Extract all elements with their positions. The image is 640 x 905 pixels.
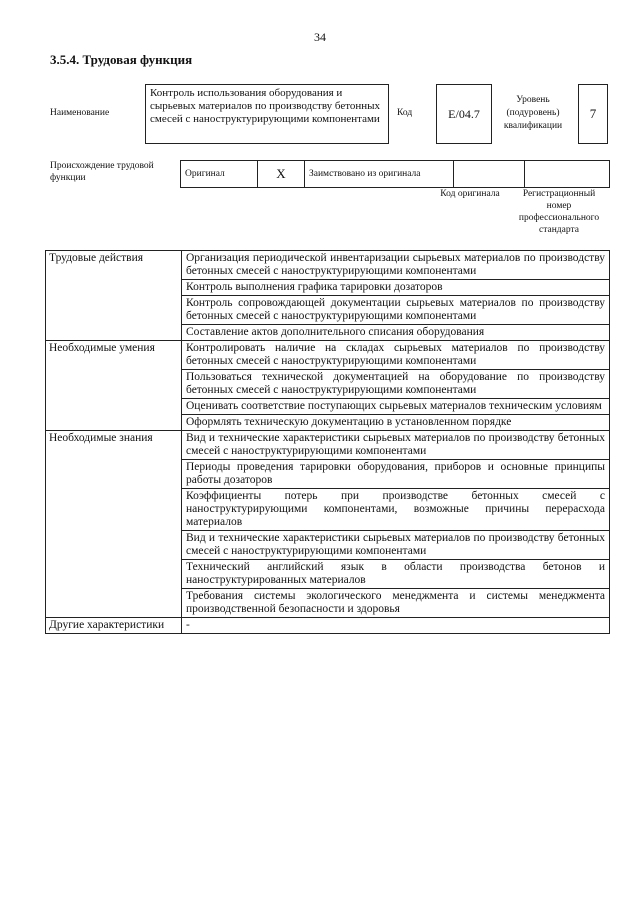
- function-name-box: Контроль использования оборудования и сырьевых материалов по производству бетонных смесей с наноструктурирующими компонентами: [145, 84, 389, 144]
- table-row: [46, 341, 610, 370]
- item-cell: Вид и технические характеристики сырьевых материалов по производству бетонных смесей с наноструктурирующими компонентами: [182, 531, 610, 560]
- table-row: [46, 618, 610, 634]
- item-cell: Контроль сопровождающей документации сырьевых материалов по производству бетонных смесей с наноструктурирующими компонентами: [182, 296, 610, 325]
- origin-borrowed-label: Заимствовано из оригинала: [305, 161, 454, 188]
- item-cell: Требования системы экологического менеджмента и системы менеджмента производственной безопасности и здоровья: [182, 589, 610, 618]
- item-cell: Оценивать соответствие поступающих сырьевых материалов техническим условиям: [182, 399, 610, 415]
- origin-reg-cell: [525, 161, 610, 188]
- item-cell: Пользоваться технической документацией на оборудование по производству бетонных смесей с наноструктурирующими компонентами: [182, 370, 610, 399]
- item-cell: Контроль выполнения графика тарировки дозаторов: [182, 280, 610, 296]
- table-row: [46, 251, 610, 280]
- function-code-box: E/04.7: [436, 84, 492, 144]
- origin-caption-code: Код оригинала: [440, 189, 500, 199]
- item-cell: Организация периодической инвентаризации сырьевых материалов по производству бетонных смесей с наноструктурирующими компонентами: [182, 251, 610, 280]
- origin-original-mark: X: [258, 161, 305, 188]
- item-cell: -: [182, 618, 610, 634]
- origin-table: [180, 160, 610, 188]
- item-cell: Вид и технические характеристики сырьевых материалов по производству бетонных смесей с наноструктурирующими компонентами: [182, 431, 610, 460]
- item-cell: Коэффициенты потерь при производстве бетонных смесей с наноструктурирующими компонентами, возможные причины перерасхода материалов: [182, 489, 610, 531]
- origin-original-label: Оригинал: [181, 161, 258, 188]
- code-label: Код: [397, 108, 413, 118]
- category-cell: Другие характеристики: [46, 618, 182, 634]
- name-label: Наименование: [50, 108, 110, 118]
- table-row: [46, 431, 610, 460]
- item-cell: Периоды проведения тарировки оборудования, приборов и основные принципы работы дозаторов: [182, 460, 610, 489]
- category-cell: Необходимые знания: [46, 431, 182, 618]
- section-title: 3.5.4. Трудовая функция: [50, 52, 193, 67]
- page-number: 34: [314, 30, 326, 44]
- item-cell: Технический английский язык в области производства бетонов и наноструктурированных материалов: [182, 560, 610, 589]
- origin-caption-reg: Регистрационный номер профессионального стандарта: [518, 189, 600, 235]
- origin-code-cell: [454, 161, 525, 188]
- item-cell: Составление актов дополнительного списания оборудования: [182, 325, 610, 341]
- level-value-box: 7: [578, 84, 608, 144]
- category-cell: Необходимые умения: [46, 341, 182, 431]
- function-details-table: [45, 250, 610, 634]
- origin-label: Происхождение трудовой функции: [50, 161, 154, 183]
- item-cell: Оформлять техническую документацию в установленном порядке: [182, 415, 610, 431]
- category-cell: Трудовые действия: [46, 251, 182, 341]
- level-label: Уровень (подуровень) квалификации: [503, 95, 563, 131]
- item-cell: Контролировать наличие на складах сырьевых материалов по производству бетонных смесей с наноструктурирующими компонентами: [182, 341, 610, 370]
